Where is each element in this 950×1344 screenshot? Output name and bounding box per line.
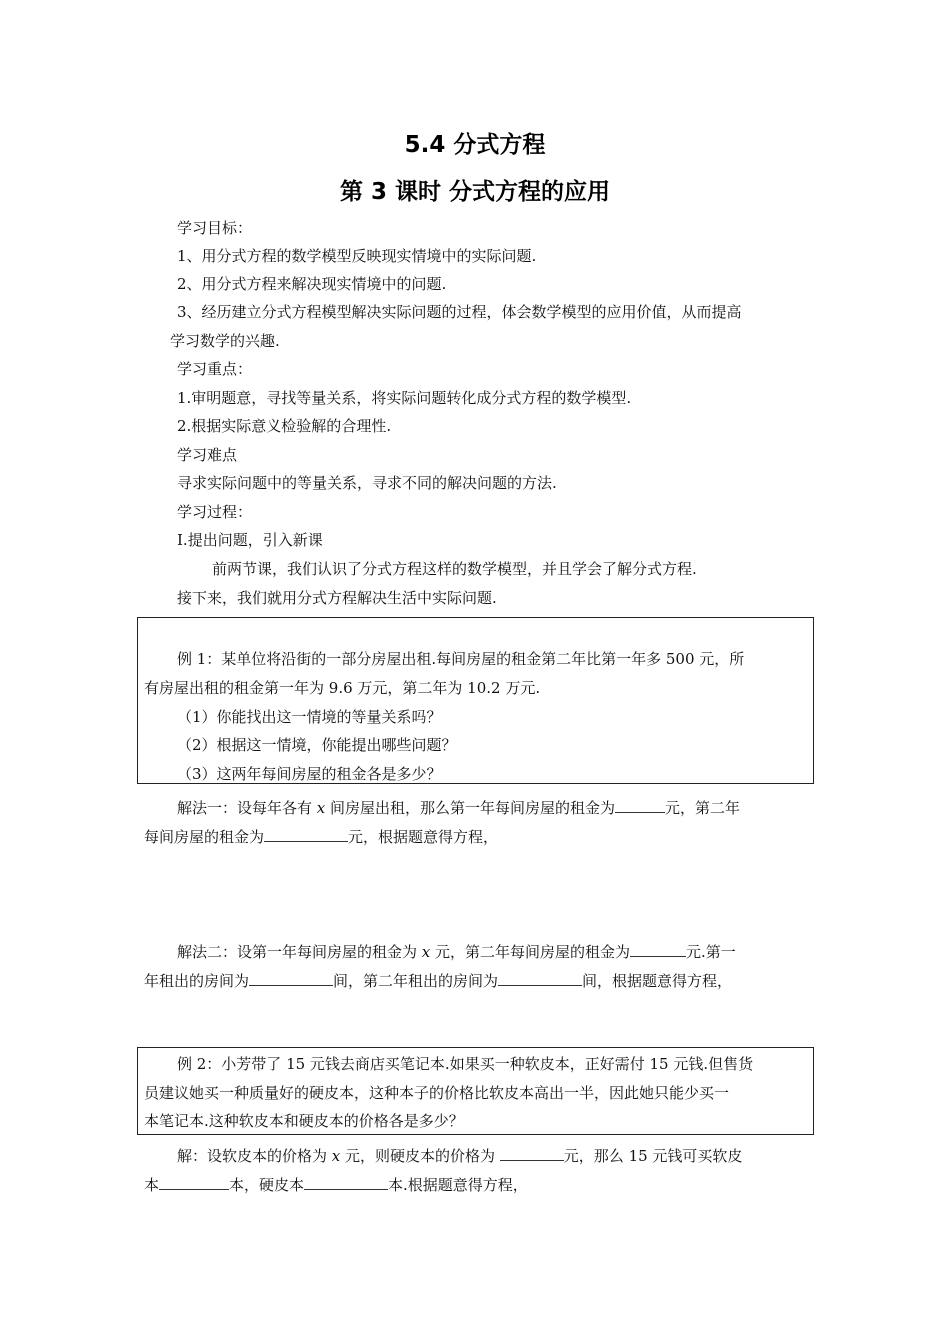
example-2-text: 员建议她买一种质量好的硬皮本，这种本子的价格比软皮本高出一半，因此她只能少买一 [144, 1084, 730, 1102]
method-2-line: 解法二：设第一年每间房屋的租金为 x 元，第二年每间房屋的租金为 元.第一 [177, 943, 736, 961]
method-1-line: 每间房屋的租金为 元，根据题意得方程， [144, 828, 499, 846]
page-title: 5.4 分式方程 [404, 132, 546, 158]
example-1-text: 有房屋出租的租金第一年为 9.6 万元，第二年为 10.2 万元. [144, 679, 541, 697]
answer-blank[interactable] [630, 941, 686, 957]
key-point: 1.审明题意，寻找等量关系，将实际问题转化成分式方程的数学模型. [177, 389, 632, 407]
goal-item: 1、用分式方程的数学模型反映现实情境中的实际问题. [177, 247, 537, 265]
answer-blank[interactable] [159, 1174, 229, 1190]
intro-text: 前两节课，我们认识了分式方程这样的数学模型，并且学会了解分式方程. [212, 560, 697, 578]
goals-heading: 学习目标： [177, 219, 253, 237]
method-1-line: 解法一：设每年各有 x 间房屋出租，那么第一年每间房屋的租金为 元，第二年 [177, 799, 741, 817]
solution-2-line: 解：设软皮本的价格为 x 元，则硬皮本的价格为 元，那么 15 元钱可买软皮 [177, 1147, 743, 1165]
answer-blank[interactable] [304, 1174, 388, 1190]
example-2-text: 例 2：小芳带了 15 元钱去商店买笔记本.如果买一种软皮本，正好需付 15 元钱.但售货 [177, 1055, 754, 1073]
intro-text: 接下来，我们就用分式方程解决生活中实际问题. [177, 589, 497, 607]
process-heading: 学习过程： [177, 503, 253, 521]
method-2-line: 年租出的房间为 间，第二年租出的房间为 间，根据题意得方程， [144, 972, 733, 990]
example-1-question: （2）根据这一情境，你能提出哪些问题？ [177, 736, 457, 754]
answer-blank[interactable] [498, 970, 582, 986]
difficulty-text: 寻求实际问题中的等量关系，寻求不同的解决问题的方法. [177, 474, 557, 492]
section-heading: Ⅰ.提出问题，引入新课 [177, 531, 323, 549]
goal-item: 2、用分式方程来解决现实情境中的问题. [177, 275, 447, 293]
example-1-question: （3）这两年每间房屋的租金各是多少？ [177, 765, 442, 783]
example-1-question: （1）你能找出这一情境的等量关系吗？ [177, 708, 442, 726]
solution-2-line: 本 本，硬皮本 本.根据题意得方程， [144, 1176, 528, 1194]
example-2-text: 本笔记本.这种软皮本和硬皮本的价格各是多少？ [144, 1112, 464, 1130]
goal-item: 3、经历建立分式方程模型解决实际问题的过程，体会数学模型的应用价值，从而提高 [177, 303, 742, 321]
goal-item: 学习数学的兴趣. [170, 332, 280, 350]
example-1-box [137, 617, 814, 784]
key-heading: 学习重点： [177, 360, 253, 378]
difficulty-heading: 学习难点 [177, 446, 238, 464]
answer-blank[interactable] [264, 826, 348, 842]
page-subtitle: 第 3 课时 分式方程的应用 [339, 179, 611, 205]
answer-blank[interactable] [500, 1145, 564, 1161]
key-point: 2.根据实际意义检验解的合理性. [177, 417, 392, 435]
answer-blank[interactable] [615, 797, 665, 813]
example-1-text: 例 1：某单位将沿街的一部分房屋出租.每间房屋的租金第二年比第一年多 500 元，所 [177, 650, 745, 668]
answer-blank[interactable] [249, 970, 333, 986]
